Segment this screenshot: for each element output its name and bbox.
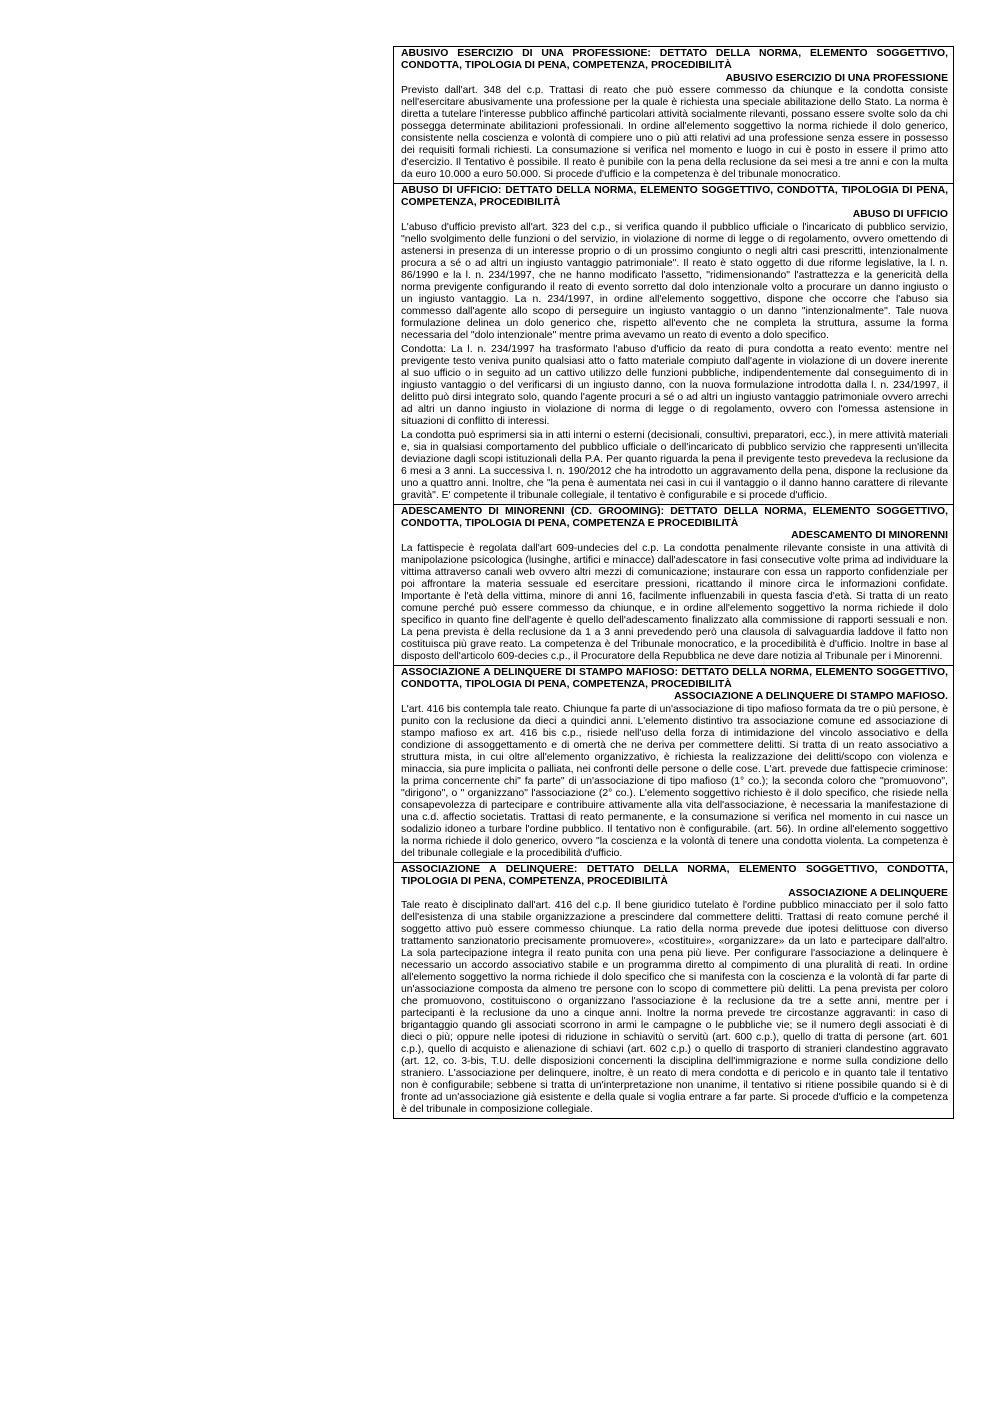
entry-paragraph: Tale reato è disciplinato dall'art. 416 del c.p. Il bene giuridico tutelato è l'ordine pubblico minacciato per il solo fatto dell'esistenza di una stabile organizzazione a prescindere dal commettere delitti. Trattasi di reato comune perché il soggetto attivo può essere commesso chiunque. La ratio della norma prevede due ipotesi delittuose con diverso trattamento sanzionatorio precisamente promuovere», «costituire», «organizzare» da un lato e partecipare dall'altro. La sola partecipazione integra il reato punita con una pena più lieve. Per configurare l'associazione a delinquere è necessario un accordo associativo stabile e un programma diretto al compimento di una pluralità di reati. In ordine all'elemento soggettivo la norma richiede il dolo specifico che si manifesta con la coscienza e la volontà di far parte di un'associazione composta da almeno tre persone con lo scopo di commettere più delitti. La pena prevista per coloro che promuovono, costituiscono o organizzano l'associazione è la reclusione da tre a sette anni, mentre per i partecipanti è la reclusione da uno a cinque anni. Inoltre la norma prevede tre circostanze aggravanti: in caso di brigantaggio quando gli associati scorrono in armi le campagne o le pubbliche vie; se il numero degli associati è di dieci o più; oppure nelle ipotesi di riduzione in schiavitù o servitù (art. 600 c.p.), quello di tratta di persone (art. 601 c.p.), quello di acquisto e alienazione di schiavi (art. 602 c.p.) o quello di trasporto di stranieri clandestino aggravato (art. 12, co. 3-bis, T.U. delle disposizioni concernenti la disciplina dell'immigrazione e norme sulla condizione dello straniero. L'associazione per delinquere, inoltre, è un reato di mera condotta e di pericolo e in quanto tale il tentativo non è configurabile; sebbene si tratta di un'interpretazione non unanime, il tentativo si ritiene possibile quando si è di fronte ad un'associazione già esistente e della quale si voglia entrare a far parte. Si procede d'ufficio e la competenza è del tribunale in composizione collegiale. [401, 900, 948, 1116]
entry-subheading: ASSOCIAZIONE A DELINQUERE [788, 888, 948, 900]
entry-paragraph: L'abuso d'ufficio previsto all'art. 323 del c.p., si verifica quando il pubblico ufficiale o l'incaricato di pubblico servizio, "nello svolgimento delle funzioni o del servizio, in violazione di norme di legge o di regolamento, ovvero omettendo di astenersi in presenza di un interesse proprio o di un prossimo congiunto o negli altri casi prescritti, intenzionalmente procura a sé o ad altri un ingiusto vantaggio patrimoniale". Il reato è stato oggetto di due riforme legislative, la l. n. 86/1990 e la l. n. 234/1997, che ne hanno modificato l'assetto, "ridimensionando" l'astrattezza e la genericità della norma previgente configurando il reato di evento sorretto dal dolo intenzionale volto a procurare un danno ingiusto o un ingiusto vantaggio. La n. 234/1997, in ordine all'elemento soggettivo, dispone che occorre che l'abuso sia commesso dall'agente allo scopo di perseguire un ingiusto vantaggio o un danno "intenzionalmente". Tale nuova formulazione delinea un dolo generico che, rispetto all'evento che ne completa la struttura, assume la forma necessaria del "dolo intenzionale" mentre prima avevamo un reato di evento a dolo specifico. [401, 221, 948, 341]
entry-paragraph: La condotta può esprimersi sia in atti interni o esterni (decisionali, consultivi, preparatori, ecc.), in mere attività materiali e, sia in qualsiasi comportamento del pubblico ufficiale o dell'incaricato di pubblico servizio che rappresenti un'illecita deviazione dagli scopi istituzionali della P.A. Per quanto riguarda la pena il previgente testo prevedeva la reclusione da 6 mesi a 3 anni. La successiva l. n. 190/2012 che ha introdotto un aggravamento della pena, dispone la reclusione da uno a quattro anni. Inoltre, che "la pena è aumentata nei casi in cui il vantaggio o il danno hanno carattere di rilevante gravità". E' competente il tribunale collegiale, il tentativo è configurabile e si procede d'ufficio. [401, 429, 948, 501]
entry-abusivo-esercizio [394, 47, 953, 184]
entry-heading: ASSOCIAZIONE A DELINQUERE DI STAMPO MAFIOSO: DETTATO DELLA NORMA, ELEMENTO SOGGETTIVO, CONDOTTA, TIPOLOGIA DI PENA, COMPETENZA, PROCEDIBILITÀ [401, 666, 948, 690]
entry-subheading: ABUSIVO ESERCIZIO DI UNA PROFESSIONE [725, 72, 948, 84]
entry-associazione-delinquere [394, 863, 953, 1120]
document-table [393, 46, 954, 1119]
entry-adescamento-minorenni [394, 505, 953, 666]
entry-subheading: ABUSO DI UFFICIO [852, 209, 948, 221]
entry-heading: ADESCAMENTO DI MINORENNI (CD. GROOMING): DETTATO DELLA NORMA, ELEMENTO SOGGETTIVO, CONDOTTA, TIPOLOGIA DI PENA, COMPETENZA E PROCEDIBILITÀ [401, 505, 948, 530]
entry-subheading: ADESCAMENTO DI MINORENNI [791, 530, 948, 542]
entry-paragraph: Previsto dall'art. 348 del c.p. Trattasi di reato che può essere commesso da chiunque e la condotta consiste nell'esercitare abusivamente una professione per la quale è richiesta una speciale abilitazione dello Stato. La norma è diretta a tutelare l'interesse pubblico affinché particolari attività socialmente rilevanti, possano essere svolte solo da chi possegga determinate abilitazioni professionali. In ordine all'elemento soggettivo la norma richiede il dolo generico, consistente nella coscienza e volontà di compiere uno o più atti relativi ad una professione senza essere in possesso dei requisiti formali richiesti. La consumazione si verifica nel momento e luogo in cui è posto in essere il primo atto d'esercizio. Il Tentativo è possibile. Il reato è punibile con la pena della reclusione da sei mesi a tre anni e con la multa da euro 10.000 a euro 50.000. Si procede d'ufficio e la competenza è del tribunale monocratico. [401, 84, 948, 180]
entry-paragraph: La fattispecie è regolata dall'art 609-undecies del c.p. La condotta penalmente rilevante consiste in una attività di manipolazione psicologica (lusinghe, artifici e minacce) dall'adescatore in fasi consecutive volte prima ad individuare la vittima attraverso canali web ovvero altri mezzi di comunicazione; instaurare con essa un rapporto confidenziale per poi affrontare la materia sessuale ed esercitare pressioni, ricattando il minore circa le informazioni confidate. Importante è l'età della vittima, minore di anni 16, facilmente influenzabili in questa fascia d'età. Si tratta di un reato comune perché può essere commesso da chiunque, e in ordine all'elemento soggettivo la norma richiede il dolo specifico in quanto fine dell'agente è quello dell'adescamento finalizzato alla commissione di rapporti sessuali e non. La pena prevista è della reclusione da 1 a 3 anni prevedendo però una clausola di salvaguardia laddove il fatto non costituisca più grave reato. La competenza è del Tribunale monocratico, e la procedibilità è d'ufficio. Inoltre in base al disposto dell'articolo 609-decies c.p., il Procuratore della Repubblica ne deve dare notizia al Tribunale per i Minorenni. [401, 542, 948, 662]
entry-heading: ASSOCIAZIONE A DELINQUERE: DETTATO DELLA NORMA, ELEMENTO SOGGETTIVO, CONDOTTA, TIPOLOGIA DI PENA, COMPETENZA, PROCEDIBILITÀ [401, 863, 948, 887]
entry-heading: ABUSO DI UFFICIO: DETTATO DELLA NORMA, ELEMENTO SOGGETTIVO, CONDOTTA, TIPOLOGIA DI PENA, COMPETENZA, PROCEDIBILITÀ [401, 184, 948, 209]
entry-subheading: ASSOCIAZIONE A DELINQUERE DI STAMPO MAFIOSO. [674, 691, 948, 703]
entry-paragraph: Condotta: La l. n. 234/1997 ha trasformato l'abuso d'ufficio da reato di pura condotta a reato evento: mentre nel previgente testo veniva punito qualsiasi atto o fatto materiale compiuto dall'agente in violazione di un dovere inerente al suo ufficio o in seguito ad un cattivo utilizzo delle funzioni pubbliche, indipendentemente dal conseguimento di in ingiusto vantaggio o del verificarsi di un ingiusto danno, con la nuova formulazione introdotta dalla l. n. 234/1997, il delitto può dirsi integrato solo, quando l'agente procuri a sé o ad altri un ingiusto vantaggio patrimoniale ovvero arrechi ad altri un danno ingiusto in violazione di norma di legge o di regolamento, ovvero con l'omessa astensione in situazioni di conflitto di interessi. [401, 343, 948, 427]
entry-heading: ABUSIVO ESERCIZIO DI UNA PROFESSIONE: DETTATO DELLA NORMA, ELEMENTO SOGGETTIVO, CONDOTTA, TIPOLOGIA DI PENA, COMPETENZA, PROCEDIBILITÀ [401, 48, 948, 72]
entry-paragraph: L'art. 416 bis contempla tale reato. Chiunque fa parte di un'associazione di tipo mafioso formata da tre o più persone, è punito con la reclusione da dieci a quindici anni. L'elemento distintivo tra associazione comune ed associazione di stampo mafioso ex art. 416 bis c.p., risiede nell'uso della forza di intimidazione del vincolo associativo e della condizione di assoggettamento e di omertà che ne deriva per commettere delitti. Si tratta di un reato associativo a struttura mista, in cui oltre all'elemento organizzativo, è richiesta la realizzazione dei delitti/scopo con violenza e minaccia, sia pure implicita o palliata, nei confronti delle persone o delle cose. L'art. prevede due fattispecie criminose: la prima concernente chi" fa parte" di un'associazione di tipo mafioso (1° co.); la seconda coloro che "promuovono", "dirigono", o " organizzano" l'associazione (2° co.). L'elemento soggettivo richiesto è il dolo specifico, che risiede nella consapevolezza di partecipare e contribuire attivamente alla vita dell'associazione, è necessaria la manifestazione di una c.d. affectio societatis. Trattasi di reato permanente, e la consumazione si verifica nel momento in cui nasce un sodalizio idoneo a turbare l'ordine pubblico. Il tentativo non è configurabile. (art. 56). In ordine all'elemento soggettivo la norma richiede il dolo generico, ovvero "la coscienza e la volontà di tenere una condotta violenta. La competenza è del tribunale collegiale e la procedibilità d'ufficio. [401, 703, 948, 859]
entry-associazione-mafiosa [394, 666, 953, 863]
entry-abuso-ufficio [394, 184, 953, 505]
